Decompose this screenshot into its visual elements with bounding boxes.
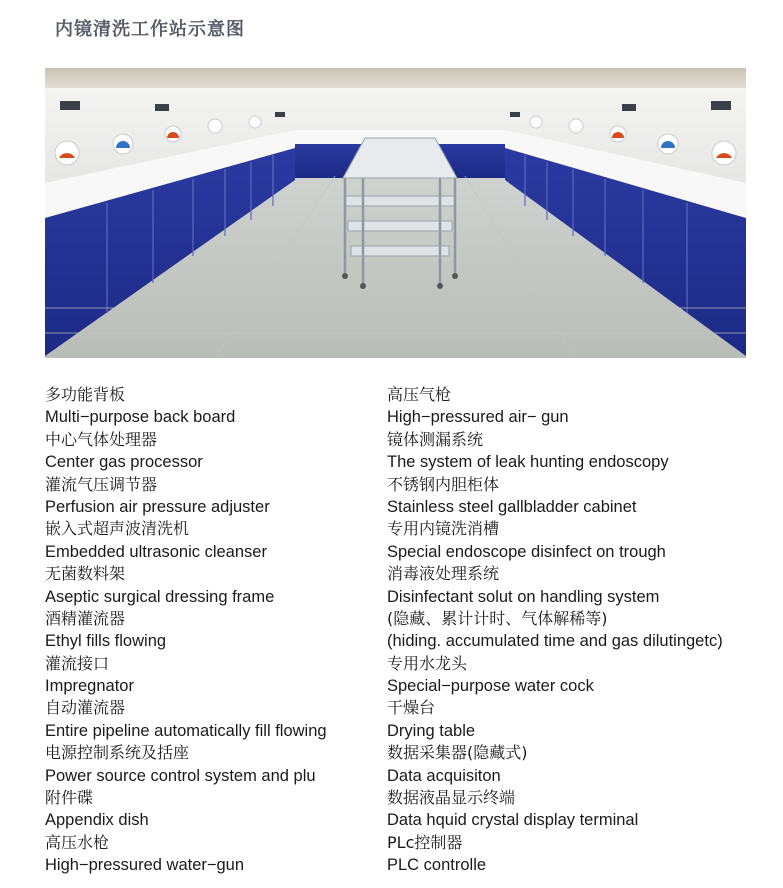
item-english-label: Appendix dish bbox=[45, 811, 149, 830]
item-english-label: PLC controlle bbox=[387, 856, 487, 875]
right-column bbox=[387, 384, 767, 877]
item-chinese-label: 酒精灌流器 bbox=[45, 608, 126, 628]
item-english-label: Power source control system and plu bbox=[45, 766, 316, 785]
item-chinese-label: 嵌入式超声波清洗机 bbox=[45, 519, 190, 539]
workstation-photo bbox=[45, 68, 746, 358]
item-english-label: Special endoscope disinfect on trough bbox=[387, 542, 666, 561]
item-english-label: Ethyl fills flowing bbox=[45, 632, 167, 651]
item-english-label: Entire pipeline automatically fill flowing bbox=[45, 721, 327, 740]
item-chinese-label: (隐藏、累计计时、气体解稀等) bbox=[387, 608, 608, 628]
item-english-label: Data hquid crystal display terminal bbox=[387, 811, 639, 830]
item-english-label: Stainless steel gallbladder cabinet bbox=[387, 497, 637, 516]
item-english-label: Center gas processor bbox=[45, 453, 203, 472]
item-chinese-label: 高压水枪 bbox=[45, 832, 110, 852]
item-chinese-label: 灌流接口 bbox=[45, 653, 110, 673]
item-chinese-label: 干燥台 bbox=[387, 698, 436, 718]
page-title: 内镜清洗工作站示意图 bbox=[55, 19, 245, 40]
item-chinese-label: 多功能背板 bbox=[45, 385, 126, 404]
item-chinese-label: 附件碟 bbox=[45, 788, 94, 808]
item-chinese-label: 高压气枪 bbox=[387, 385, 452, 404]
item-chinese-label: 电源控制系统及括座 bbox=[45, 743, 190, 763]
item-english-label: Special−purpose water cock bbox=[387, 677, 594, 696]
item-english-label: High−pressured water−gun bbox=[45, 856, 245, 875]
item-english-label: Aseptic surgical dressing frame bbox=[45, 587, 275, 606]
item-english-label: High−pressured air− gun bbox=[387, 408, 569, 427]
item-english-label: Multi−purpose back board bbox=[45, 408, 236, 427]
item-chinese-label: 灌流气压调节器 bbox=[45, 474, 158, 494]
item-chinese-label: 镜体测漏系统 bbox=[387, 429, 484, 449]
item-english-label: Disinfectant solut on handling system bbox=[387, 587, 660, 606]
item-english-label: Embedded ultrasonic cleanser bbox=[45, 542, 267, 561]
item-english-label: Data acquisiton bbox=[387, 766, 501, 785]
item-chinese-label: 专用内镜洗消槽 bbox=[387, 519, 500, 539]
item-english-label: Drying table bbox=[387, 721, 476, 740]
item-chinese-label: 自动灌流器 bbox=[45, 698, 126, 718]
item-chinese-label: 数据液晶显示终端 bbox=[387, 788, 516, 808]
item-chinese-label: PLc控制器 bbox=[387, 832, 463, 852]
item-english-label: Impregnator bbox=[45, 677, 134, 696]
item-english-label: The system of leak hunting endoscopy bbox=[387, 453, 669, 472]
item-english-label: Perfusion air pressure adjuster bbox=[45, 497, 270, 516]
item-chinese-label: 中心气体处理器 bbox=[45, 429, 158, 449]
item-chinese-label: 专用水龙头 bbox=[387, 653, 468, 673]
item-english-label: (hiding. accumulated time and gas dilutingetc) bbox=[387, 632, 723, 651]
item-chinese-label: 消毒液处理系统 bbox=[387, 564, 500, 584]
item-chinese-label: 无菌数料架 bbox=[45, 564, 126, 584]
left-column bbox=[45, 384, 375, 877]
item-chinese-label: 数据采集器(隐藏式) bbox=[387, 743, 528, 763]
item-chinese-label: 不锈钢内胆柜体 bbox=[387, 474, 500, 494]
